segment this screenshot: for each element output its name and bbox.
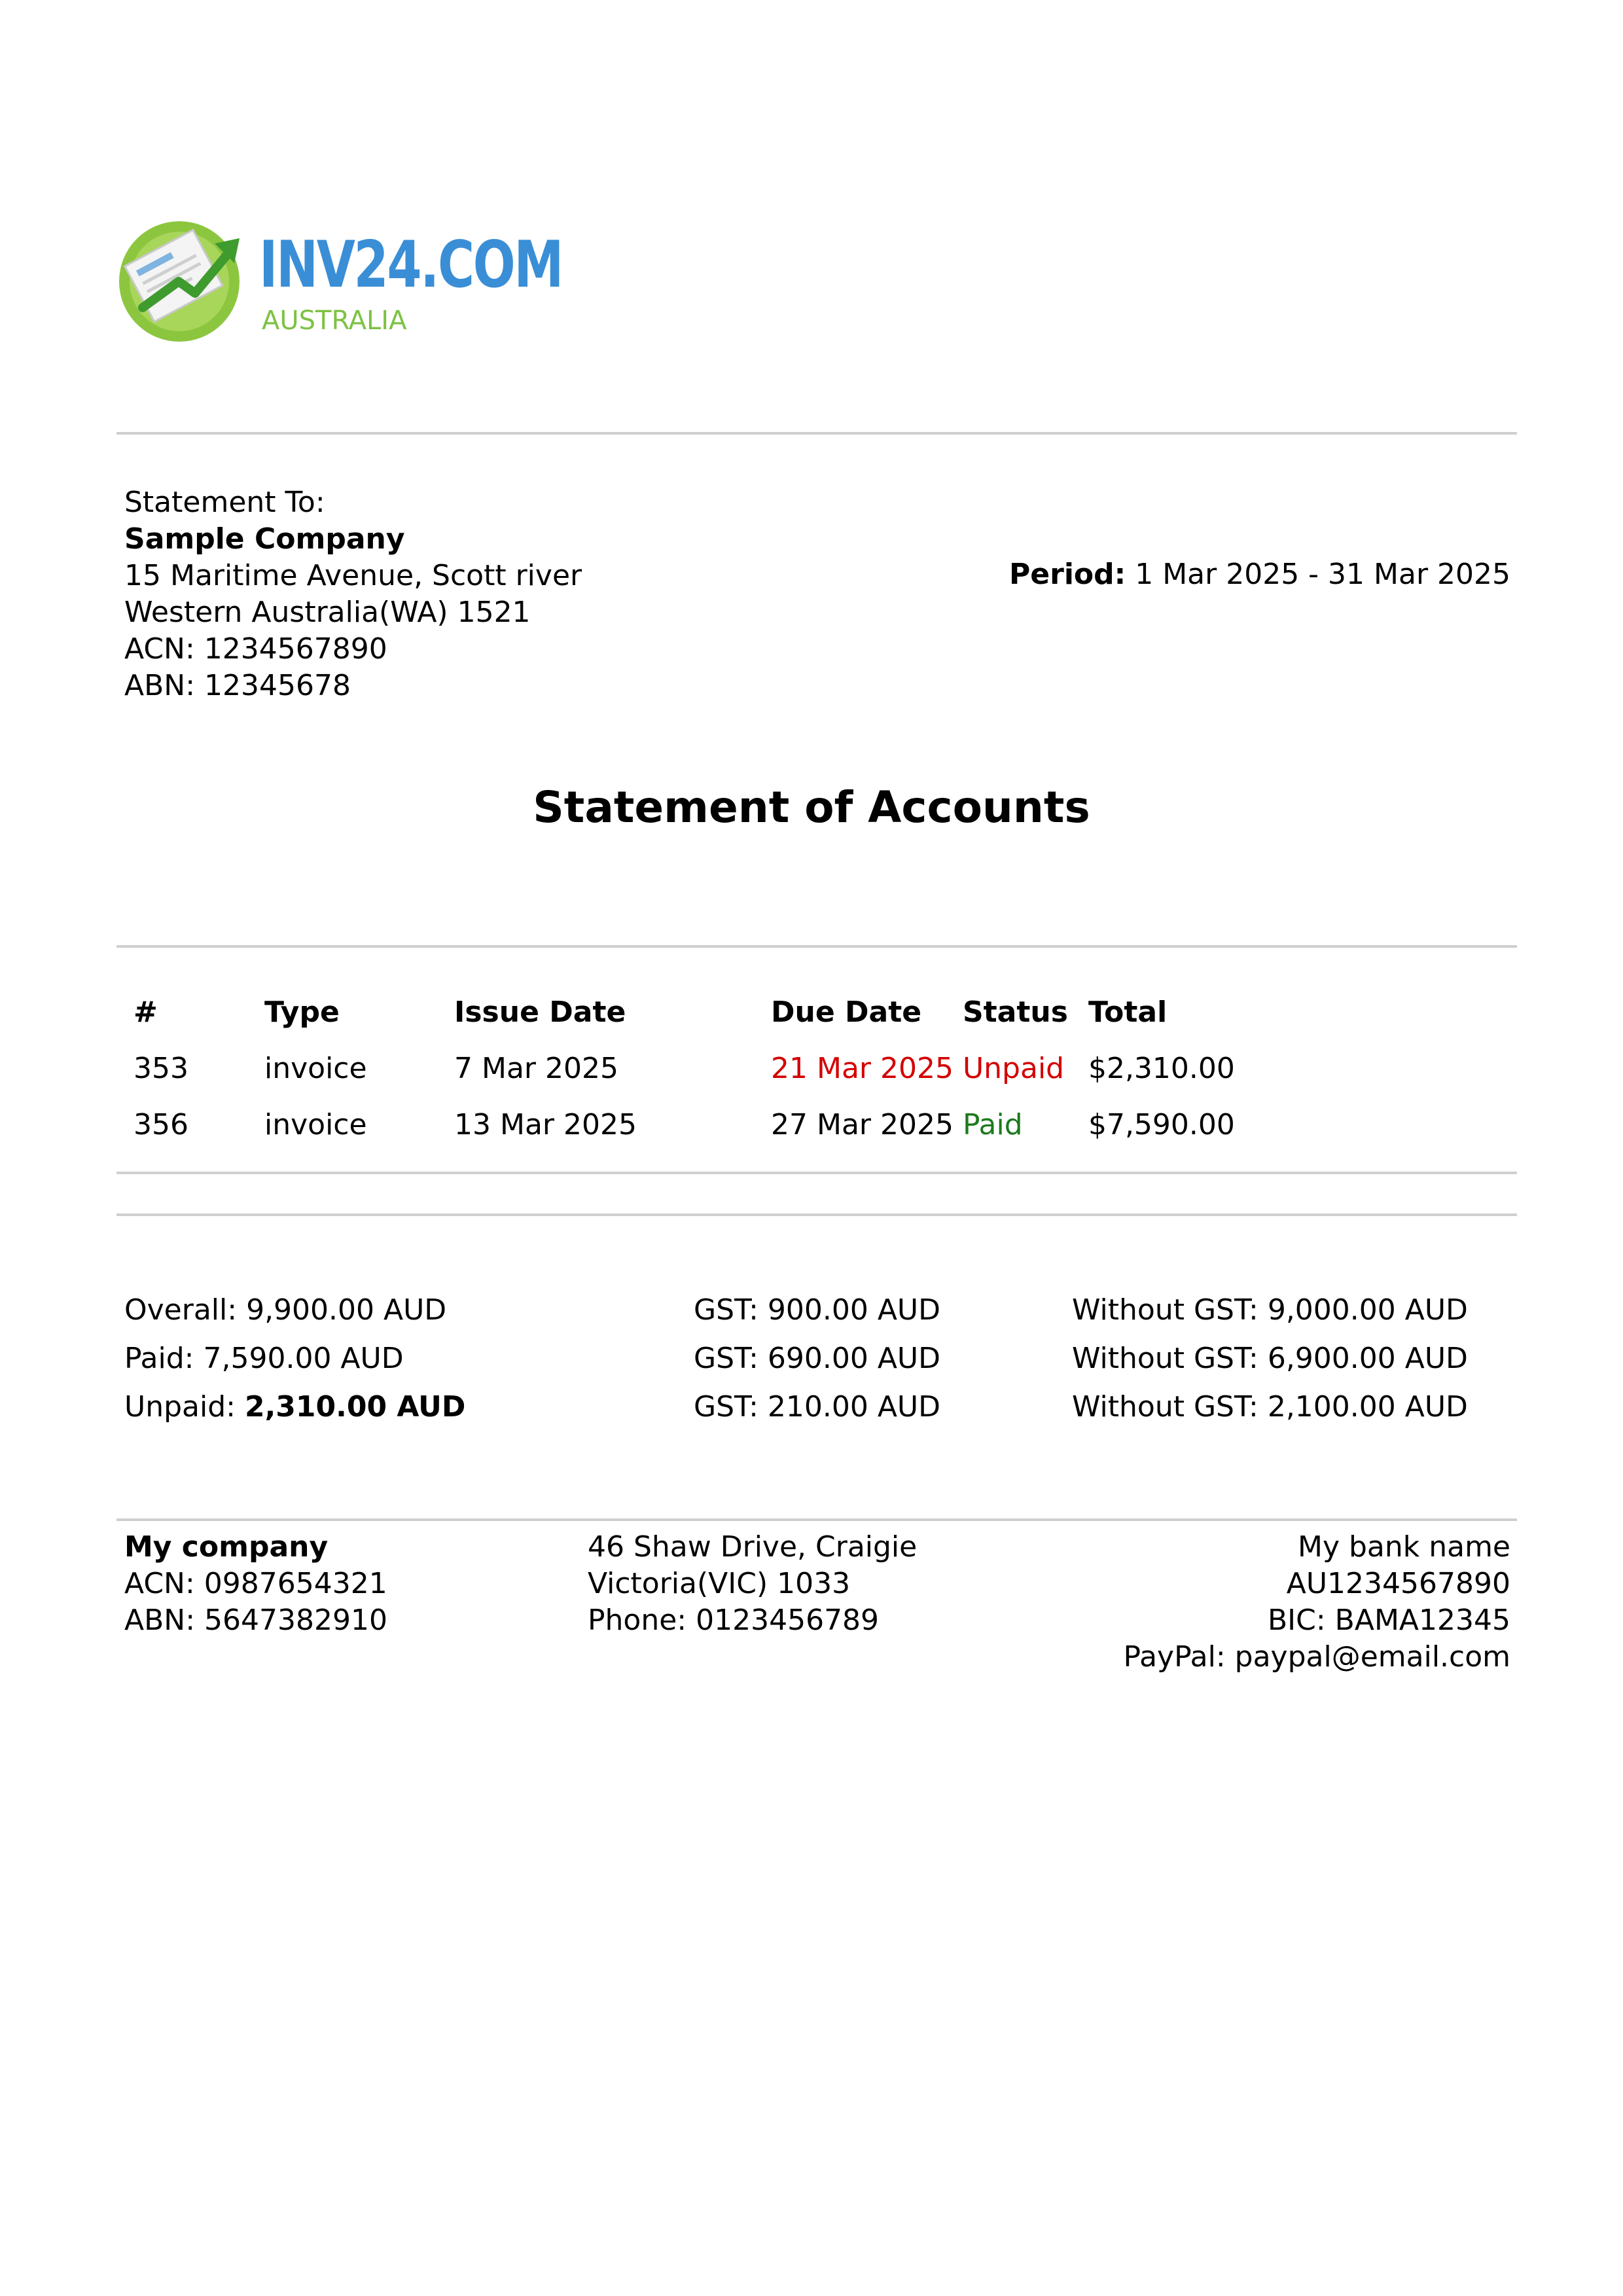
footer-company-name: My company xyxy=(124,1530,329,1564)
company-logo xyxy=(116,209,563,347)
logo-subtitle: AUSTRALIA xyxy=(262,306,407,336)
summary-paid-without-gst: Without GST: 6,900.00 AUD xyxy=(1072,1342,1468,1375)
invoice-issue-date: 13 Mar 2025 xyxy=(454,1108,637,1141)
invoice-number: 353 xyxy=(134,1052,188,1085)
summary-unpaid-label: Unpaid: xyxy=(124,1390,236,1424)
statement-table xyxy=(124,984,1285,1153)
invoice-status: Paid xyxy=(962,1108,1023,1141)
header-total: Total xyxy=(1088,996,1168,1029)
invoice-total: $2,310.00 xyxy=(1088,1052,1235,1085)
header-number: # xyxy=(134,996,158,1029)
invoice-type: invoice xyxy=(264,1052,367,1085)
summary-overall-label: Overall: xyxy=(124,1293,238,1327)
summary-unpaid xyxy=(124,1389,465,1426)
table-row xyxy=(124,1097,1285,1153)
summary-paid-value: 7,590.00 AUD xyxy=(203,1342,404,1375)
header-due-date: Due Date xyxy=(771,996,922,1029)
period-label: Period: xyxy=(1009,558,1126,591)
summary-overall-gst: GST: 900.00 AUD xyxy=(694,1293,941,1327)
summary-paid-label: Paid: xyxy=(124,1342,194,1375)
summary-overall-without-gst: Without GST: 9,000.00 AUD xyxy=(1072,1293,1468,1327)
header-type: Type xyxy=(264,996,340,1029)
footer-address-line2: Victoria(VIC) 1033 xyxy=(588,1567,851,1600)
header-issue-date: Issue Date xyxy=(454,996,626,1029)
statement-period xyxy=(1009,556,1510,593)
footer-divider xyxy=(116,1518,1517,1521)
footer-company xyxy=(124,1529,387,1639)
bill-to-heading: Statement To: xyxy=(124,486,325,519)
summary-overall xyxy=(124,1292,446,1329)
summary-unpaid-without-gst: Without GST: 2,100.00 AUD xyxy=(1072,1390,1468,1424)
summary-overall-value: 9,900.00 AUD xyxy=(246,1293,447,1327)
footer-paypal: PayPal: paypal@email.com xyxy=(1123,1640,1510,1674)
invoice-status: Unpaid xyxy=(962,1052,1065,1085)
summary-unpaid-value: 2,310.00 AUD xyxy=(244,1390,466,1424)
table-row xyxy=(124,1041,1285,1097)
invoice-issue-date: 7 Mar 2025 xyxy=(454,1052,618,1085)
header-status: Status xyxy=(962,996,1068,1029)
period-value: 1 Mar 2025 - 31 Mar 2025 xyxy=(1135,558,1510,591)
footer-address-line1: 46 Shaw Drive, Craigie xyxy=(588,1530,918,1564)
header-divider xyxy=(116,432,1517,435)
logo-icon xyxy=(116,209,254,347)
bill-to-company: Sample Company xyxy=(124,522,405,556)
invoice-type: invoice xyxy=(264,1108,367,1141)
bill-to-address-line2: Western Australia(WA) 1521 xyxy=(124,596,531,629)
footer-company-abn: ABN: 5647382910 xyxy=(124,1604,387,1637)
summary-unpaid-gst: GST: 210.00 AUD xyxy=(694,1390,941,1424)
table-top-divider xyxy=(116,945,1517,948)
table-header-row xyxy=(124,984,1285,1041)
footer-bank-bic: BIC: BAMA12345 xyxy=(1267,1604,1510,1637)
table-bottom-divider xyxy=(116,1172,1517,1174)
invoice-due-date: 21 Mar 2025 xyxy=(771,1052,954,1085)
bill-to-block xyxy=(124,484,582,704)
summary-paid xyxy=(124,1340,404,1377)
bill-to-acn: ACN: 1234567890 xyxy=(124,632,387,666)
invoice-total: $7,590.00 xyxy=(1088,1108,1235,1141)
invoice-number: 356 xyxy=(134,1108,188,1141)
bill-to-abn: ABN: 12345678 xyxy=(124,669,351,702)
summary-paid-gst: GST: 690.00 AUD xyxy=(694,1342,941,1375)
footer-phone: Phone: 0123456789 xyxy=(588,1604,880,1637)
invoice-due-date: 27 Mar 2025 xyxy=(771,1108,954,1141)
logo-brand-text: INV24.COM xyxy=(259,228,563,302)
footer-address xyxy=(588,1529,917,1639)
footer-bank-account: AU1234567890 xyxy=(1286,1567,1510,1600)
page-title: Statement of Accounts xyxy=(533,782,1090,833)
footer-company-acn: ACN: 0987654321 xyxy=(124,1567,387,1600)
footer-bank-name: My bank name xyxy=(1297,1530,1510,1564)
footer-bank xyxy=(1124,1529,1510,1676)
summary-top-divider xyxy=(116,1213,1517,1216)
bill-to-address-line1: 15 Maritime Avenue, Scott river xyxy=(124,559,582,592)
